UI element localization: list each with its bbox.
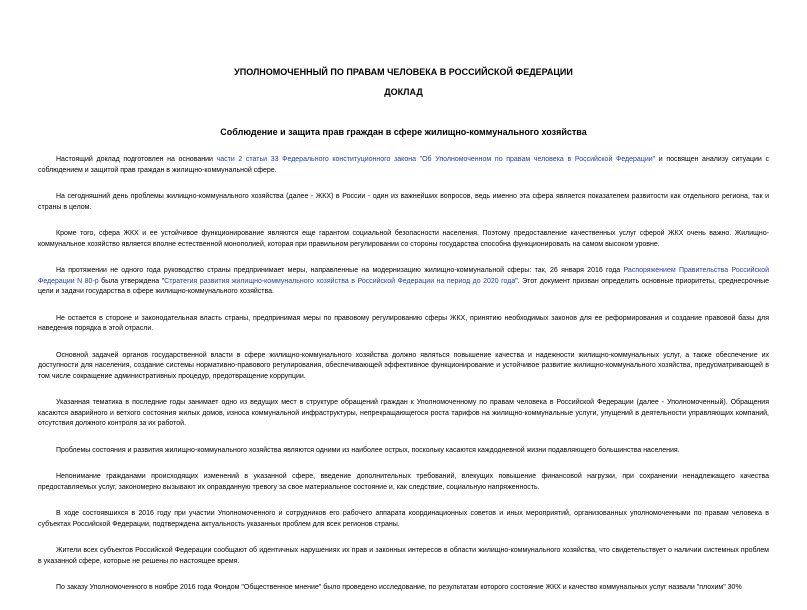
paragraph-2: На сегодняшний день проблемы жилищно-коммунального хозяйства (далее - ЖКХ) в России - один из важнейших вопросов, ведь именно эта сфера является показателем развитости как отдельного региона, так и страны в целом.: [38, 193, 769, 211]
paragraph-7: Указанная тематика в последние годы занимает одно из ведущих мест в структуре обращений граждан к Уполномоченному по правам человека в Российской Федерации (далее - Уполномоченный). Обращения касаются аварийного и ветхого состояния жилых домов, износа коммунальной инфраструктуры, непрекращающегося роста тарифов на жилищно-коммунальные услуги, упущений в деятельности управляющих компаний, отсутствия должного контроля за их работой.: [38, 399, 769, 427]
document-type-heading: ДОКЛАД: [384, 87, 423, 97]
document-subject-heading: Соблюдение и защита прав граждан в сфере жилищно-коммунального хозяйства: [220, 127, 587, 137]
org-title: УПОЛНОМОЧЕННЫЙ ПО ПРАВАМ ЧЕЛОВЕКА В РОССИЙСКОЙ ФЕДЕРАЦИИ: [234, 67, 573, 77]
paragraph-11: Жители всех субъектов Российской Федерации сообщают об идентичных нарушениях их прав и законных интересов в области жилищно-коммунального хозяйства, что свидетельствует о наличии системных проблем в указанной сфере, которые не решены по настоящее время.: [38, 547, 769, 565]
paragraph-1-text-after: и посвящен анализу ситуации с соблюдением и защитой прав граждан в жилищно-коммунальной сфере.: [38, 156, 769, 174]
strategy-link[interactable]: Стратегия развития жилищно-коммунального хозяйства в Российской Федерации на период до 2020 года: [164, 277, 516, 285]
law-reference-link[interactable]: части 2 статьи 33 Федерального конституционного закона "Об Уполномоченном по правам человека в Российской Федерации": [216, 156, 656, 163]
paragraph-8: Проблемы состояния и развития жилищно-коммунального хозяйства являются одними из наиболее острых, поскольку касаются каждодневной жизни подавляющего большинства населения.: [56, 446, 680, 454]
paragraph-1-text-before: Настоящий доклад подготовлен на основании: [56, 156, 217, 163]
paragraph-5: Не остается в стороне и законодательная власть страны, предпринимая меры по правовому регулированию сферы ЖКХ, принятию необходимых законов для ее реформирования и создание правовой базы для наведения порядка в этой отрасли.: [38, 314, 769, 332]
paragraph-4-text-before: На протяжении не одного года руководство страны предпринимает меры, направленные на модернизацию жилищно-коммунальной сферы: так, 26 января 2016 года: [56, 267, 624, 274]
paragraph-9: Непонимание гражданами происходящих изменений в указанной сфере, введение дополнительных требований, влекущих повышение финансовой нагрузки, при сохранении ненадлежащего качества предоставляемых услуг, закономерно вызывают их оправданную тревогу за свое материальное состояние и, как следствие, социальную напряженность.: [38, 473, 769, 491]
paragraph-4: [38, 266, 769, 298]
document-body: [38, 155, 769, 610]
paragraph-1: [38, 155, 769, 176]
paragraph-10: В ходе состоявшихся в 2016 году при участии Уполномоченного и сотрудников его рабочего аппарата координационных советов и иных мероприятий, организованных уполномоченными по правам человека в субъектах Российской Федерации, подтверждена актуальность указанных проблем для всех регионов страны.: [38, 510, 769, 528]
paragraph-6: Основной задачей органов государственной власти в сфере жилищно-коммунального хозяйства должно являться повышение качества и надежности жилищно-коммунальных услуг, а также обеспечение их доступности для населения, создание системы нормативно-правового регулирования, обеспечивающей эффективное функционирование и устойчивое развитие жилищно-коммунального хозяйства, предусматривающей в том числе сокращение административных процедур, предотвращение коррупции.: [38, 351, 769, 380]
government-order-link[interactable]: Распоряжением Правительства Российской Федерации N 80-р: [38, 267, 769, 285]
paragraph-4-text-after: ". Этот документ призван определить основные приоритеты, среднесрочные цели и задачи государства в сфере жилищно-коммунального хозяйства.: [38, 277, 770, 295]
paragraph-3: Кроме того, сфера ЖКХ и ее устойчивое функционирование являются еще гарантом социальной безопасности населения. Поэтому предоставление качественных услуг сферой ЖКХ очень важно. Жилищно-коммунальное хозяйство является вполне естественной монополией, которая при правильном регулировании со стороны государства способна функционировать на самом высоком уровне.: [38, 230, 769, 248]
paragraph-12: По заказу Уполномоченного в ноябре 2016 года Фондом "Общественное мнение" было проведено исследование, по результатам которого состояние ЖКХ и качество коммунальных услуг назвали "плохим" 30%: [56, 584, 742, 591]
paragraph-4-text-middle: была утверждена ": [98, 277, 165, 285]
